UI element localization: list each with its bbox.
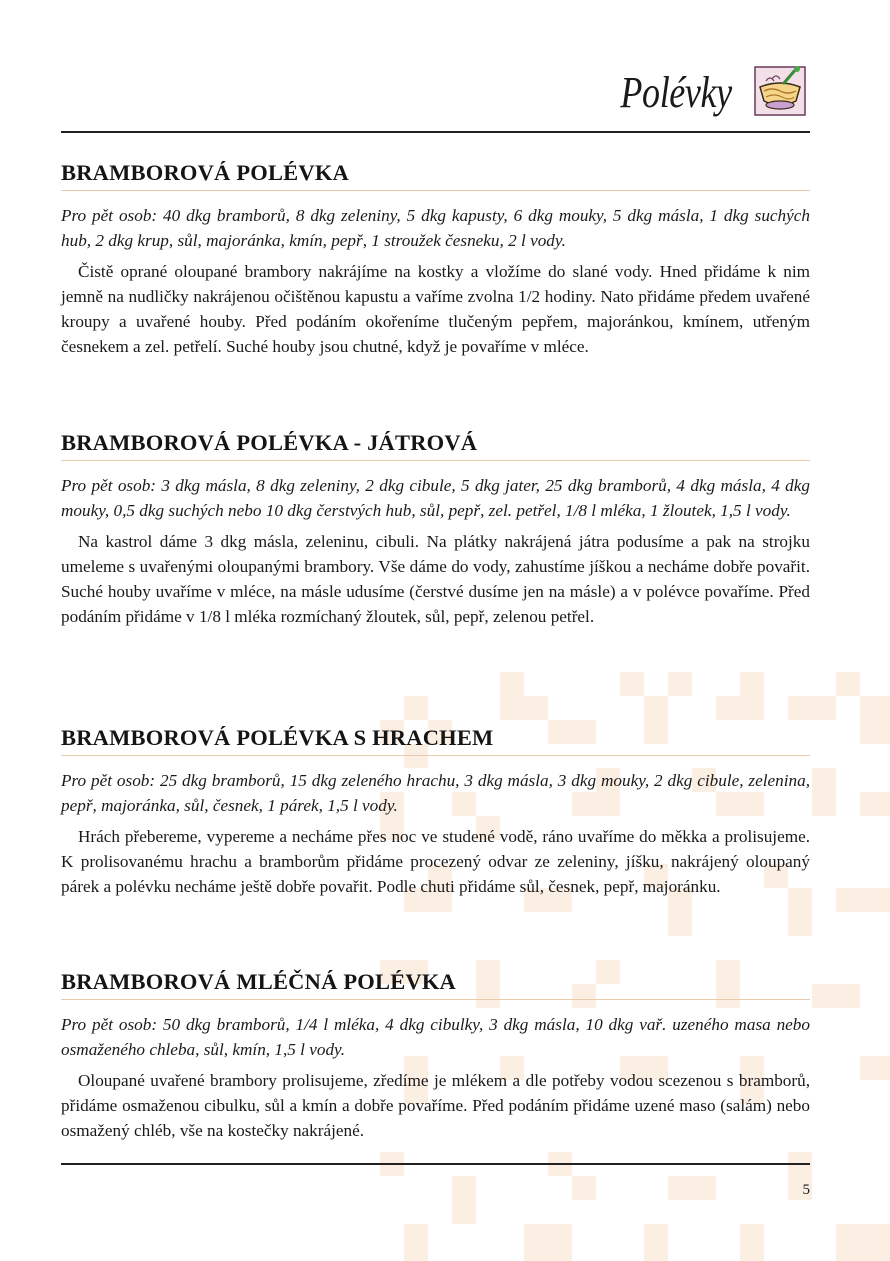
recipe-instructions: Na kastrol dáme 3 dkg másla, zeleninu, cibuli. Na plátky nakrájená játra podusíme a pak na strojku umeleme s uvařenými oloupanými brambory. Vše dáme do vody, zahustíme jíškou a necháme dobře povařit. Suché houby uvaříme v mléce, na másle udusíme (čerstvé dusíme jen na másle) a v polévce povaříme. Před podáním přidáme v 1/8 l mléka rozmíchaný žloutek, sůl, pepř, zelenou petřel. bbox=[61, 532, 810, 626]
recipe-title: BRAMBOROVÁ POLÉVKA bbox=[61, 158, 810, 191]
recipe-ingredients: Pro pět osob: 3 dkg másla, 8 dkg zeleniny, 2 dkg cibule, 5 dkg jater, 25 dkg bramborů, 4 dkg másla, 4 dkg mouky, 0,5 dkg suchých nebo 10 dkg čerstvých hub, sůl, pepř, zel. petřel, 1/8 l mléka, 1 žloutek, 1,5 l vody. bbox=[61, 476, 810, 520]
recipe-ingredients: Pro pět osob: 40 dkg bramborů, 8 dkg zeleniny, 5 dkg kapusty, 6 dkg mouky, 5 dkg másla, 1 dkg suchých hub, 2 dkg krup, sůl, majoránka, kmín, pepř, 1 stroužek česneku, 2 l vody. bbox=[61, 206, 810, 250]
recipe-title: BRAMBOROVÁ POLÉVKA S HRACHEM bbox=[61, 723, 810, 756]
recipe-title: BRAMBOROVÁ MLÉČNÁ POLÉVKA bbox=[61, 967, 810, 1000]
recipe-instructions: Hrách přebereme, vypereme a necháme přes noc ve studené vodě, ráno uvaříme do měkka a prolisujeme. K prolisovanému hrachu a bramborům přidáme procezený odvar ze zeleniny, jíšku, nakrájený oloupaný párek a polévku necháme ještě dobře povařit. Podle chuti přidáme sůl, česnek, pepř, majoránku. bbox=[61, 827, 810, 896]
recipe-ingredients: Pro pět osob: 50 dkg bramborů, 1/4 l mléka, 4 dkg cibulky, 3 dkg másla, 10 dkg vař. uzeného masa nebo osmaženého chleba, sůl, kmín, 1,5 l vody. bbox=[61, 1015, 810, 1059]
recipe-section-3 bbox=[61, 723, 810, 899]
chapter-title: Polévky bbox=[620, 68, 732, 117]
recipe-instructions: Oloupané uvařené brambory prolisujeme, zředíme je mlékem a dle potřeby vodou scezenou s bramborů, přidáme osmaženou cibulku, sůl a kmín a dobře povaříme. Před podáním přidáme uzené maso (salám) nebo osmažený chléb, vše na kostečky nakrájené. bbox=[61, 1071, 810, 1140]
recipe-section-2 bbox=[61, 428, 810, 629]
recipe-section-1 bbox=[61, 158, 810, 359]
recipe-title: BRAMBOROVÁ POLÉVKA - JÁTROVÁ bbox=[61, 428, 810, 461]
recipe-instructions: Čistě oprané oloupané brambory nakrájíme na kostky a vložíme do slané vody. Hned přidáme k nim jemně na nudličky nakrájenou očištěnou kapustu a vaříme zvolna 1/2 hodiny. Nato přidáme předem uvařené kroupy a uvařené houby. Před podáním okořeníme tlučeným pepřem, majoránkou, kmínem, utřeným česnekem a zel. petřelí. Suché houby jsou chutné, když je povaříme v mléce. bbox=[61, 262, 810, 356]
recipe-ingredients: Pro pět osob: 25 dkg bramborů, 15 dkg zeleného hrachu, 3 dkg másla, 3 dkg mouky, 2 dkg cibule, zelenina, pepř, majoránka, sůl, česnek, 1 párek, 1,5 l vody. bbox=[61, 771, 810, 815]
page-header bbox=[61, 55, 810, 133]
soup-bowl-icon bbox=[752, 61, 808, 119]
footer-rule bbox=[61, 1163, 810, 1165]
recipe-section-4 bbox=[61, 967, 810, 1143]
header-rule bbox=[61, 131, 810, 133]
page-number: 5 bbox=[802, 1182, 810, 1198]
